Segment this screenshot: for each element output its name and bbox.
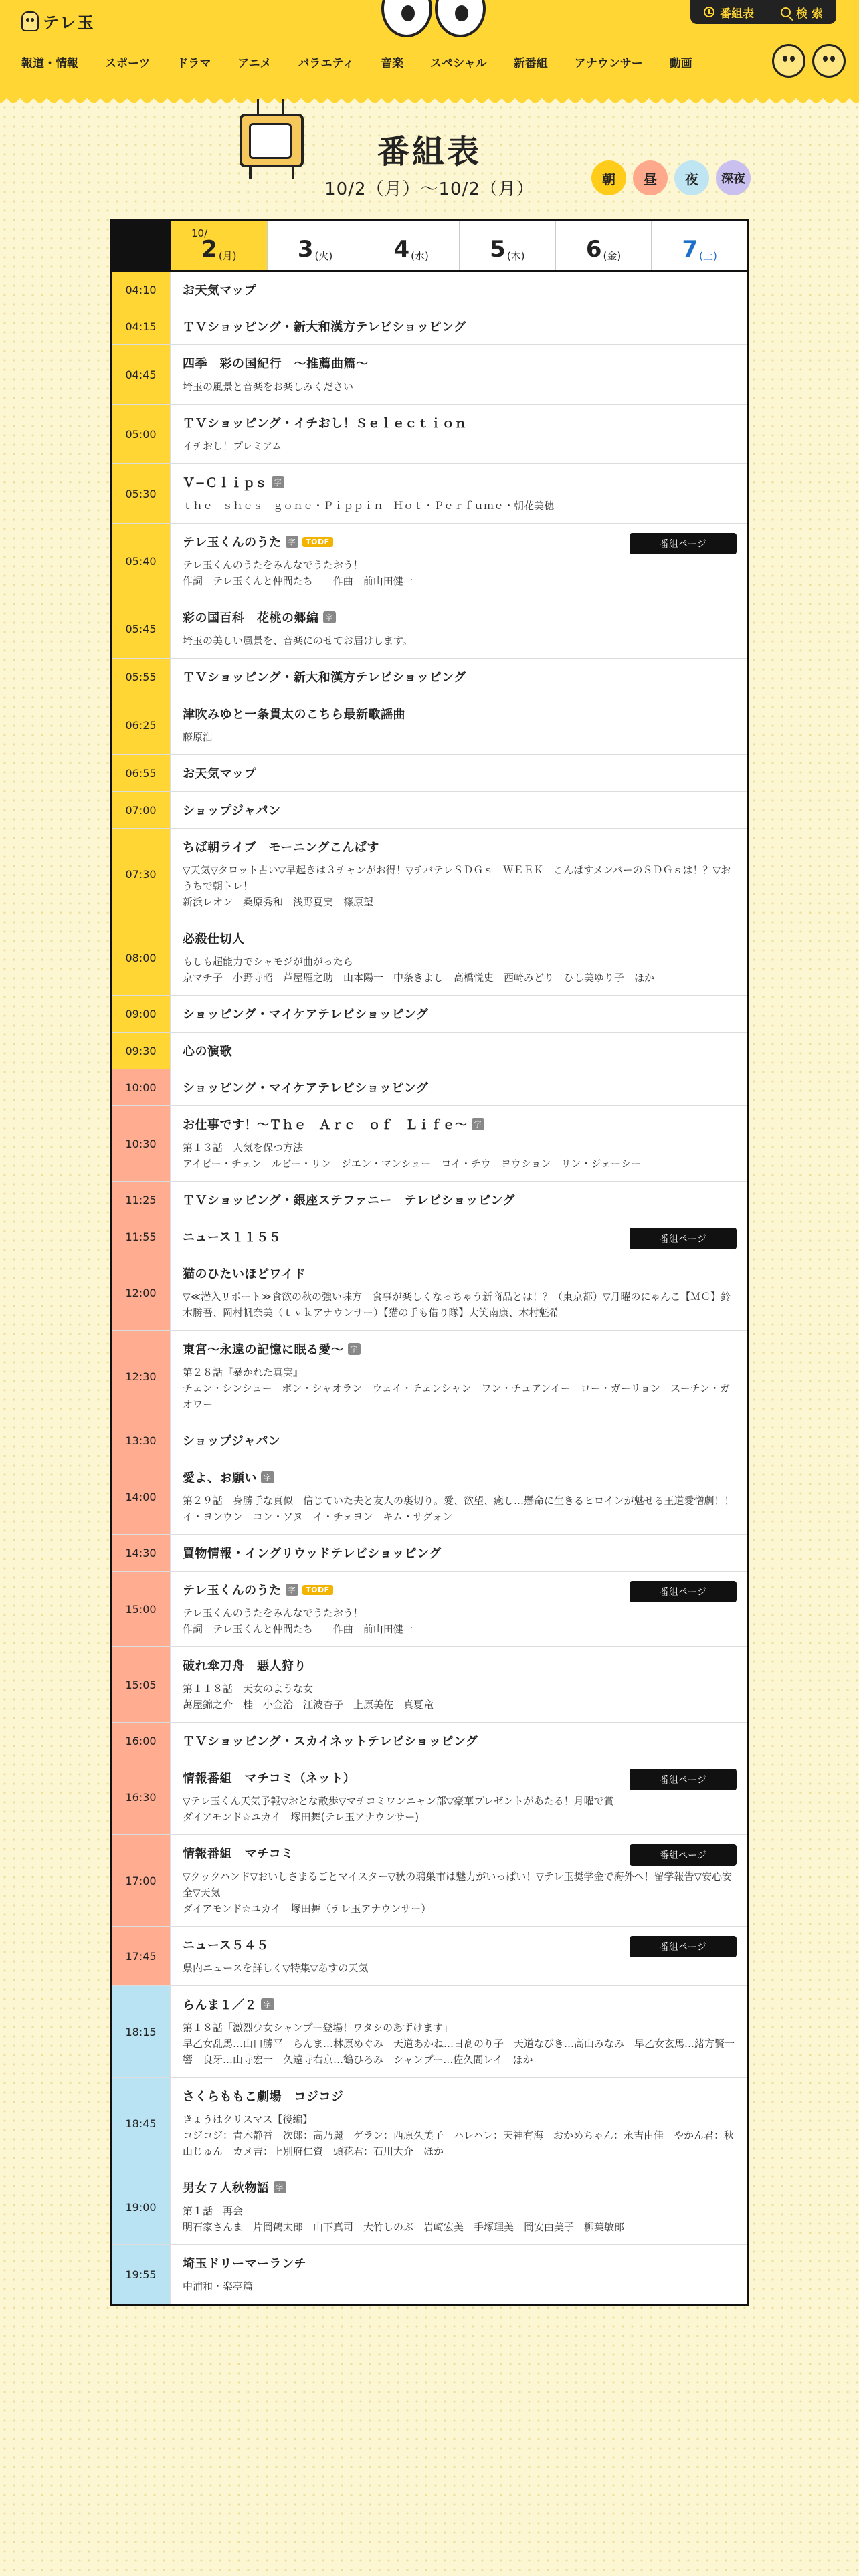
program-cell[interactable] bbox=[171, 272, 747, 308]
nav-item-drama[interactable]: ドラマ bbox=[177, 57, 211, 70]
program-description bbox=[183, 1868, 738, 1917]
program-cell[interactable] bbox=[171, 1723, 747, 1759]
program-description-line: 第１１８話 天女のような女 bbox=[183, 1683, 314, 1695]
program-description bbox=[183, 438, 738, 454]
program-cell[interactable] bbox=[171, 1835, 747, 1926]
program-cell[interactable] bbox=[171, 2245, 747, 2304]
todf-badge: TODF bbox=[302, 1585, 333, 1595]
program-title-text: 破れ傘刀舟 悪人狩り bbox=[183, 1659, 306, 1673]
program-title bbox=[183, 1115, 738, 1133]
program-page-button[interactable]: 番組ページ bbox=[630, 1936, 737, 1957]
program-row bbox=[112, 695, 747, 755]
program-description bbox=[183, 1493, 738, 1525]
program-time: 09:30 bbox=[112, 1033, 171, 1069]
day-number: 4 bbox=[393, 236, 410, 263]
date-range: 10/2（月）〜10/2（月） bbox=[324, 179, 535, 199]
program-title-text: 情報番組 マチコミ bbox=[183, 1847, 294, 1861]
noon-button[interactable]: 昼 bbox=[633, 160, 668, 195]
program-cell[interactable] bbox=[171, 1647, 747, 1722]
program-cell[interactable] bbox=[171, 1182, 747, 1218]
day-tab-3[interactable] bbox=[267, 221, 363, 270]
program-title-text: ＴＶショッピング・銀座ステファニー テレビショッピング bbox=[183, 1194, 515, 1208]
program-title-text: Ｖ−Ｃｌｉｐｓ bbox=[183, 476, 268, 490]
program-row bbox=[112, 1535, 747, 1572]
program-description bbox=[183, 1289, 738, 1321]
morning-button[interactable]: 朝 bbox=[591, 160, 626, 195]
program-description-line: 第１８話「激烈少女シャンプー登場！ワタシのあずけます」 bbox=[183, 2022, 454, 2034]
program-description bbox=[183, 1140, 738, 1172]
program-row bbox=[112, 405, 747, 464]
program-description-line: 萬屋錦之介 桂 小金治 江波杏子 上原美佐 真夏竜 bbox=[183, 1699, 434, 1711]
search-button-label: 検 索 bbox=[796, 7, 823, 21]
program-description-line: 明石家さんま 片岡鶴太郎 山下真司 大竹しのぶ 岩崎宏美 手塚理美 岡安由美子 柳葉敏郎 bbox=[183, 2221, 625, 2233]
program-cell[interactable] bbox=[171, 792, 747, 828]
program-description-line: 埼玉の風景と音楽をお楽しみください bbox=[183, 381, 354, 393]
program-time: 19:55 bbox=[112, 2245, 171, 2304]
day-number: 5 bbox=[490, 236, 506, 263]
program-title-text: ニュース１１５５ bbox=[183, 1230, 282, 1245]
program-description-line: 新浜レオン 桑原秀和 浅野夏実 篠原望 bbox=[183, 896, 374, 908]
day-of-week: (土) bbox=[699, 250, 717, 262]
program-row bbox=[112, 1033, 747, 1069]
program-title-text: 津吹みゆと一条貫太のこちら最新歌謡曲 bbox=[183, 708, 405, 722]
day-tab-2[interactable] bbox=[171, 221, 267, 270]
program-description bbox=[183, 1681, 738, 1713]
program-cell[interactable] bbox=[171, 1759, 747, 1834]
program-row bbox=[112, 1986, 747, 2078]
program-cell[interactable] bbox=[171, 1331, 747, 1422]
program-page-button[interactable]: 番組ページ bbox=[630, 533, 737, 554]
day-tabs bbox=[112, 221, 747, 272]
program-title-text: 男女７人秋物語 bbox=[183, 2181, 270, 2195]
nav-item-anime[interactable]: アニメ bbox=[237, 57, 272, 70]
program-title-text: ちば朝ライブ モーニングこんぱす bbox=[183, 841, 379, 855]
program-row bbox=[112, 1218, 747, 1255]
program-time: 04:15 bbox=[112, 308, 171, 344]
program-cell[interactable] bbox=[171, 464, 747, 523]
program-title-text: お天気マップ bbox=[183, 284, 257, 298]
top-buttons bbox=[690, 0, 836, 24]
program-row bbox=[112, 524, 747, 599]
program-title bbox=[183, 1432, 738, 1449]
program-row bbox=[112, 920, 747, 996]
search-button[interactable] bbox=[781, 4, 823, 21]
program-description-line: きょうはクリスマス【後編】 bbox=[183, 2113, 313, 2125]
program-description bbox=[183, 557, 738, 589]
program-title bbox=[183, 1005, 738, 1023]
program-title-text: 買物情報・イングリウッドテレビショッピング bbox=[183, 1547, 442, 1561]
program-title bbox=[183, 1340, 738, 1358]
program-title bbox=[183, 1996, 738, 2013]
program-description bbox=[183, 862, 738, 910]
program-title bbox=[183, 838, 738, 855]
program-title bbox=[183, 1042, 738, 1059]
program-description-line: チェン・シンシュー ポン・シャオラン ウェイ・チェンシャン ワン・チュアンイー ロー・ガーリョン スーチン・ガオワー bbox=[183, 1382, 730, 1410]
character-icon[interactable] bbox=[772, 44, 805, 78]
program-row bbox=[112, 996, 747, 1033]
nav-item-music[interactable]: 音楽 bbox=[381, 57, 404, 70]
program-title-text: お天気マップ bbox=[183, 767, 257, 781]
program-page-button[interactable]: 番組ページ bbox=[630, 1844, 737, 1866]
program-description-line: イ・ヨンウン コン・ソヌ イ・チェヨン キム・サグォン bbox=[183, 1511, 453, 1523]
program-row bbox=[112, 1647, 747, 1723]
program-title-text: 情報番組 マチコミ（ネット） bbox=[183, 1772, 356, 1786]
program-time: 18:45 bbox=[112, 2078, 171, 2169]
subtitle-badge: 字 bbox=[472, 1118, 485, 1130]
program-time: 17:00 bbox=[112, 1835, 171, 1926]
program-title-text: 四季 彩の国紀行 〜推薦曲篇〜 bbox=[183, 357, 369, 371]
program-time: 15:00 bbox=[112, 1572, 171, 1646]
program-time: 05:45 bbox=[112, 599, 171, 658]
program-description-line: 第１話 再会 bbox=[183, 2205, 244, 2217]
program-row bbox=[112, 1255, 747, 1331]
late-night-button[interactable]: 深夜 bbox=[716, 160, 751, 195]
program-description-line: 第２８話『暴かれた真実』 bbox=[183, 1366, 304, 1378]
nav-item-news[interactable]: 報道・情報 bbox=[21, 57, 78, 70]
program-cell[interactable] bbox=[171, 1572, 747, 1646]
program-description-line: 中浦和・楽亭篇 bbox=[183, 2280, 254, 2292]
day-number: 7 bbox=[682, 236, 698, 263]
program-description-line: 埼玉の美しい風景を、音楽にのせてお届けします。 bbox=[183, 635, 413, 647]
program-cell[interactable] bbox=[171, 308, 747, 344]
program-title-text: 埼玉ドリーマーランチ bbox=[183, 2257, 306, 2271]
program-cell[interactable] bbox=[171, 1255, 747, 1330]
day-number: 2 bbox=[201, 236, 217, 263]
program-description-line: もしも超能力でシャモジが曲がったら bbox=[183, 956, 353, 968]
program-row bbox=[112, 272, 747, 308]
day-tabs-corner bbox=[112, 221, 171, 270]
program-description bbox=[183, 2020, 745, 2068]
evening-button[interactable]: 夜 bbox=[674, 160, 709, 195]
nav-item-sports[interactable]: スポーツ bbox=[105, 57, 151, 70]
program-row bbox=[112, 1106, 747, 1182]
schedule-table bbox=[110, 219, 749, 2306]
schedule-button-label: 番組表 bbox=[720, 7, 755, 21]
program-description bbox=[183, 2203, 738, 2235]
program-title-text: ＴＶショッピング・新大和漢方テレビショッピング bbox=[183, 671, 466, 685]
program-title bbox=[183, 801, 738, 819]
program-cell[interactable] bbox=[171, 599, 747, 658]
program-row bbox=[112, 2169, 747, 2245]
program-title-text: ニュース５４５ bbox=[183, 1939, 269, 1953]
day-tab-5[interactable] bbox=[459, 221, 555, 270]
page-title: 番組表 bbox=[377, 133, 482, 171]
program-time: 16:30 bbox=[112, 1759, 171, 1834]
program-title-text: テレ玉くんのうた bbox=[183, 536, 282, 550]
day-number: 3 bbox=[297, 236, 314, 263]
program-row bbox=[112, 1422, 747, 1459]
program-title bbox=[183, 2254, 738, 2272]
subtitle-badge: 字 bbox=[261, 1471, 274, 1483]
subtitle-badge: 字 bbox=[323, 611, 337, 623]
eye-icon bbox=[381, 0, 432, 37]
program-time: 18:15 bbox=[112, 1986, 171, 2077]
program-description-line: テレ玉くんのうたをみんなでうたおう！ bbox=[183, 559, 363, 571]
mascot-icon bbox=[21, 11, 39, 31]
logo[interactable] bbox=[21, 9, 95, 33]
program-page-button[interactable]: 番組ページ bbox=[630, 1581, 737, 1602]
program-title bbox=[183, 1656, 738, 1674]
program-description-line: ▽天気▽タロット占い▽早起きは３チャンがお得！▽チバテレＳＤＧｓ ＷＥＥＫ こんぱすメンバーのＳＤＧｓは！？▽おうちで朝トレ！ bbox=[183, 864, 731, 892]
nav-item-special[interactable]: スペシャル bbox=[430, 57, 487, 70]
program-row bbox=[112, 345, 747, 405]
program-row bbox=[112, 599, 747, 659]
program-title-text: 東宮〜永遠の記憶に眠る愛〜 bbox=[183, 1343, 344, 1357]
program-row bbox=[112, 1572, 747, 1647]
program-description bbox=[183, 1960, 738, 1976]
program-cell[interactable] bbox=[171, 1033, 747, 1069]
program-cell[interactable] bbox=[171, 755, 747, 791]
program-cell[interactable] bbox=[171, 920, 747, 995]
subtitle-badge: 字 bbox=[261, 1998, 274, 2010]
program-row bbox=[112, 1069, 747, 1106]
program-description bbox=[183, 1793, 738, 1825]
program-time: 11:25 bbox=[112, 1182, 171, 1218]
program-time: 06:25 bbox=[112, 695, 171, 754]
program-title bbox=[183, 2087, 738, 2105]
program-row bbox=[112, 1331, 747, 1422]
program-description bbox=[183, 954, 738, 986]
schedule-button[interactable] bbox=[704, 4, 754, 21]
program-title bbox=[183, 281, 738, 298]
time-of-day-buttons bbox=[591, 160, 751, 195]
subtitle-badge: 字 bbox=[286, 536, 299, 548]
program-time: 04:45 bbox=[112, 345, 171, 404]
program-time: 17:45 bbox=[112, 1927, 171, 1985]
todf-badge: TODF bbox=[302, 537, 333, 547]
program-description-line: 京マチ子 小野寺昭 芦屋雁之助 山本陽一 中条きよし 高橋悦史 西崎みどり ひし美ゆり子 ほか bbox=[183, 972, 655, 984]
program-title-text: ＴＶショッピング・イチおし！Ｓｅｌｅｃｔｉｏｎ bbox=[183, 417, 467, 431]
program-title bbox=[183, 2179, 738, 2196]
program-title-text: ショッピング・マイケアテレビショッピング bbox=[183, 1008, 429, 1022]
program-title-text: 彩の国百科 花桃の郷編 bbox=[183, 611, 319, 625]
program-description bbox=[183, 1364, 738, 1412]
clock-icon bbox=[704, 7, 714, 17]
program-row bbox=[112, 792, 747, 829]
program-time: 04:10 bbox=[112, 272, 171, 308]
nav-item-variety[interactable]: バラエティ bbox=[298, 57, 355, 70]
program-description-line: 第２９話 身勝手な真似 信じていた夫と友人の裏切り。愛、欲望、癒し…懸命に生きるヒロインが魅せる王道愛憎劇！！ bbox=[183, 1495, 735, 1507]
program-description-line: 県内ニュースを詳しく▽特集▽あすの天気 bbox=[183, 1962, 369, 1974]
program-title bbox=[183, 1079, 738, 1096]
eye-icon bbox=[435, 0, 486, 37]
program-description-line: ダイアモンド☆ユカイ 塚田舞(テレ玉アナウンサー) bbox=[183, 1811, 419, 1823]
program-description-line: 第１３話 人気を保つ方法 bbox=[183, 1142, 304, 1154]
program-time: 07:30 bbox=[112, 829, 171, 920]
program-title bbox=[183, 668, 738, 685]
program-description-line: コジコジ：青木静香 次郎：高乃麗 ゲラン：西原久美子 ハレハレ：天神有海 おかめちゃん：永吉由佳 やかん君：秋山じゅん カメ吉：上別府仁資 頭花君：石川大介 ほか bbox=[183, 2129, 734, 2157]
day-of-week: (金) bbox=[603, 250, 622, 262]
program-cell[interactable] bbox=[171, 829, 747, 920]
program-cell[interactable] bbox=[171, 1218, 747, 1255]
program-title-text: 愛よ、お願い bbox=[183, 1471, 257, 1485]
program-description-line: ▽クックハンド▽おいしさまるごとマイスター▽秋の鴻巣市は魅力がいっぱい！▽テレ玉奨学金で海外へ！留学報告▽安心安全▽天気 bbox=[183, 1870, 733, 1899]
program-row bbox=[112, 829, 747, 920]
program-cell[interactable] bbox=[171, 1986, 747, 2077]
program-time: 10:30 bbox=[112, 1106, 171, 1181]
program-title-text: ＴＶショッピング・新大和漢方テレビショッピング bbox=[183, 320, 466, 334]
program-description-line: 藤原浩 bbox=[183, 731, 213, 743]
program-row bbox=[112, 1835, 747, 1927]
subtitle-badge: 字 bbox=[348, 1343, 361, 1355]
search-icon bbox=[781, 7, 791, 17]
program-cell[interactable] bbox=[171, 524, 747, 599]
program-description-line: ▽テレ玉くん天気予報▽おとな散歩▽マチコミワンニャン部▽豪華プレゼントがあたる！月曜で賞 bbox=[183, 1795, 614, 1807]
day-tab-6[interactable] bbox=[555, 221, 652, 270]
program-title-text: ＴＶショッピング・スカイネットテレビショッピング bbox=[183, 1735, 478, 1749]
program-description bbox=[183, 1605, 738, 1637]
program-row bbox=[112, 2078, 747, 2169]
program-cell[interactable] bbox=[171, 1535, 747, 1571]
program-title-text: 心の演歌 bbox=[183, 1045, 232, 1059]
program-title bbox=[183, 705, 738, 722]
program-row bbox=[112, 659, 747, 695]
program-cell[interactable] bbox=[171, 1422, 747, 1459]
program-description-line: 作詞 テレ玉くんと仲間たち 作曲 前山田健一 bbox=[183, 575, 413, 587]
program-time: 14:00 bbox=[112, 1459, 171, 1534]
program-cell[interactable] bbox=[171, 1459, 747, 1534]
program-row bbox=[112, 1182, 747, 1218]
day-of-week: (月) bbox=[218, 250, 237, 262]
program-cell[interactable] bbox=[171, 1069, 747, 1105]
program-description-line: 作詞 テレ玉くんと仲間たち 作曲 前山田健一 bbox=[183, 1623, 413, 1635]
program-time: 06:55 bbox=[112, 755, 171, 791]
day-tab-7[interactable] bbox=[651, 221, 747, 270]
character-icon[interactable] bbox=[812, 44, 846, 78]
program-title bbox=[183, 414, 738, 431]
nav-item-new-programs[interactable]: 新番組 bbox=[513, 57, 548, 70]
program-cell[interactable] bbox=[171, 695, 747, 754]
program-cell[interactable] bbox=[171, 1927, 747, 1985]
site-header bbox=[0, 0, 859, 94]
day-of-week: (水) bbox=[411, 250, 429, 262]
program-time: 12:00 bbox=[112, 1255, 171, 1330]
program-description-line: アイビー・チェン ルビー・リン ジエン・マンシュー ロイ・チウ ヨウション リン・ジェーシー bbox=[183, 1158, 641, 1170]
program-page-button[interactable]: 番組ページ bbox=[630, 1769, 737, 1790]
program-time: 07:00 bbox=[112, 792, 171, 828]
program-time: 05:40 bbox=[112, 524, 171, 599]
day-of-week: (火) bbox=[314, 250, 333, 262]
program-time: 14:30 bbox=[112, 1535, 171, 1571]
program-cell[interactable] bbox=[171, 345, 747, 404]
program-title-text: ショッピング・マイケアテレビショッピング bbox=[183, 1081, 429, 1095]
program-cell[interactable] bbox=[171, 1106, 747, 1181]
program-description-line: ｔｈｅ ｓｈｅｓ ｇｏｎｅ・Ｐｉｐｐｉｎ Ｈｏｔ・Ｐｅｒｆｕｍｅ・朝花美穂 bbox=[183, 500, 555, 512]
program-cell[interactable] bbox=[171, 659, 747, 695]
program-title bbox=[183, 609, 738, 626]
program-title bbox=[183, 1544, 738, 1562]
program-description-line: ダイアモンド☆ユカイ 塚田舞（テレ玉アナウンサー） bbox=[183, 1903, 432, 1915]
subtitle-badge: 字 bbox=[272, 476, 285, 488]
program-row bbox=[112, 2245, 747, 2304]
program-title bbox=[183, 1191, 738, 1208]
program-title-text: 猫のひたいほどワイド bbox=[183, 1267, 306, 1281]
subtitle-badge: 字 bbox=[286, 1584, 299, 1596]
program-time: 05:55 bbox=[112, 659, 171, 695]
program-cell[interactable] bbox=[171, 2078, 747, 2169]
nav-item-announcers[interactable]: アナウンサー bbox=[574, 57, 643, 70]
program-row bbox=[112, 464, 747, 524]
day-tab-4[interactable] bbox=[363, 221, 459, 270]
program-cell[interactable] bbox=[171, 405, 747, 463]
program-description-line: イチおし！プレミアム bbox=[183, 440, 282, 452]
program-title bbox=[183, 354, 738, 372]
program-title bbox=[183, 1265, 738, 1282]
program-title-text: らんま１／２ bbox=[183, 1998, 257, 2012]
program-description bbox=[183, 2111, 738, 2159]
program-row bbox=[112, 755, 747, 792]
program-time: 08:00 bbox=[112, 920, 171, 995]
program-time: 05:30 bbox=[112, 464, 171, 523]
mascot-eyes bbox=[381, 0, 486, 37]
program-time: 15:05 bbox=[112, 1647, 171, 1722]
program-time: 05:00 bbox=[112, 405, 171, 463]
program-page-button[interactable]: 番組ページ bbox=[630, 1228, 737, 1249]
program-row bbox=[112, 1927, 747, 1986]
program-row bbox=[112, 308, 747, 345]
program-title-text: さくらももこ劇場 コジコジ bbox=[183, 2090, 344, 2104]
program-description bbox=[183, 498, 738, 514]
program-description-line: 早乙女乱馬…山口勝平 らんま…林原めぐみ 天道あかね…日髙のり子 天道なびき…高山みなみ 早乙女玄馬…緒方賢一 響 良牙…山寺宏一 久遠寺右京…鶴ひろみ シャンプー…佐久間レイ ほか bbox=[183, 2038, 745, 2066]
day-of-week: (木) bbox=[506, 250, 525, 262]
subtitle-badge: 字 bbox=[274, 2181, 287, 2193]
program-title-text: ショップジャパン bbox=[183, 804, 281, 818]
program-row bbox=[112, 1459, 747, 1535]
program-title-text: テレ玉くんのうた bbox=[183, 1584, 282, 1598]
program-cell[interactable] bbox=[171, 2169, 747, 2244]
program-description bbox=[183, 379, 738, 395]
program-time: 12:30 bbox=[112, 1331, 171, 1422]
program-description-line: ▽≪潜入リポート≫食欲の秋の強い味方 食事が楽しくなっちゃう新商品とは！？（東京都）▽月曜のにゃんこ【ＭＣ】鈴木勝吾、岡村帆奈美（ｔｖｋアナウンサー）【猫の手も借り隊】大笑南康、木村魁希 bbox=[183, 1291, 731, 1319]
title-area bbox=[0, 94, 859, 217]
program-title bbox=[183, 318, 738, 335]
program-title bbox=[183, 1469, 738, 1486]
program-title-text: ショップジャパン bbox=[183, 1434, 281, 1448]
program-title-text: お仕事です！〜Ｔｈｅ Ａｒｃ ｏｆ Ｌｉｆｅ〜 bbox=[183, 1118, 468, 1132]
program-time: 10:00 bbox=[112, 1069, 171, 1105]
program-time: 16:00 bbox=[112, 1723, 171, 1759]
program-description bbox=[183, 2278, 738, 2294]
program-description bbox=[183, 633, 738, 649]
day-number: 6 bbox=[585, 236, 602, 263]
day-month: 10/ bbox=[191, 227, 208, 239]
program-cell[interactable] bbox=[171, 996, 747, 1032]
program-time: 11:55 bbox=[112, 1218, 171, 1255]
program-time: 19:00 bbox=[112, 2169, 171, 2244]
program-title bbox=[183, 930, 738, 947]
nav-item-video[interactable]: 動画 bbox=[669, 57, 692, 70]
program-title bbox=[183, 1732, 738, 1749]
main-nav bbox=[21, 53, 719, 70]
program-description-line: テレ玉くんのうたをみんなでうたおう！ bbox=[183, 1607, 363, 1619]
program-title-text: 必殺仕切人 bbox=[183, 932, 245, 946]
program-time: 09:00 bbox=[112, 996, 171, 1032]
program-title bbox=[183, 473, 738, 491]
program-row bbox=[112, 1723, 747, 1759]
program-time: 13:30 bbox=[112, 1422, 171, 1459]
program-description bbox=[183, 729, 738, 745]
logo-text: テレ玉 bbox=[43, 13, 95, 32]
program-list bbox=[112, 272, 747, 2304]
program-row bbox=[112, 1759, 747, 1835]
program-title bbox=[183, 764, 738, 782]
